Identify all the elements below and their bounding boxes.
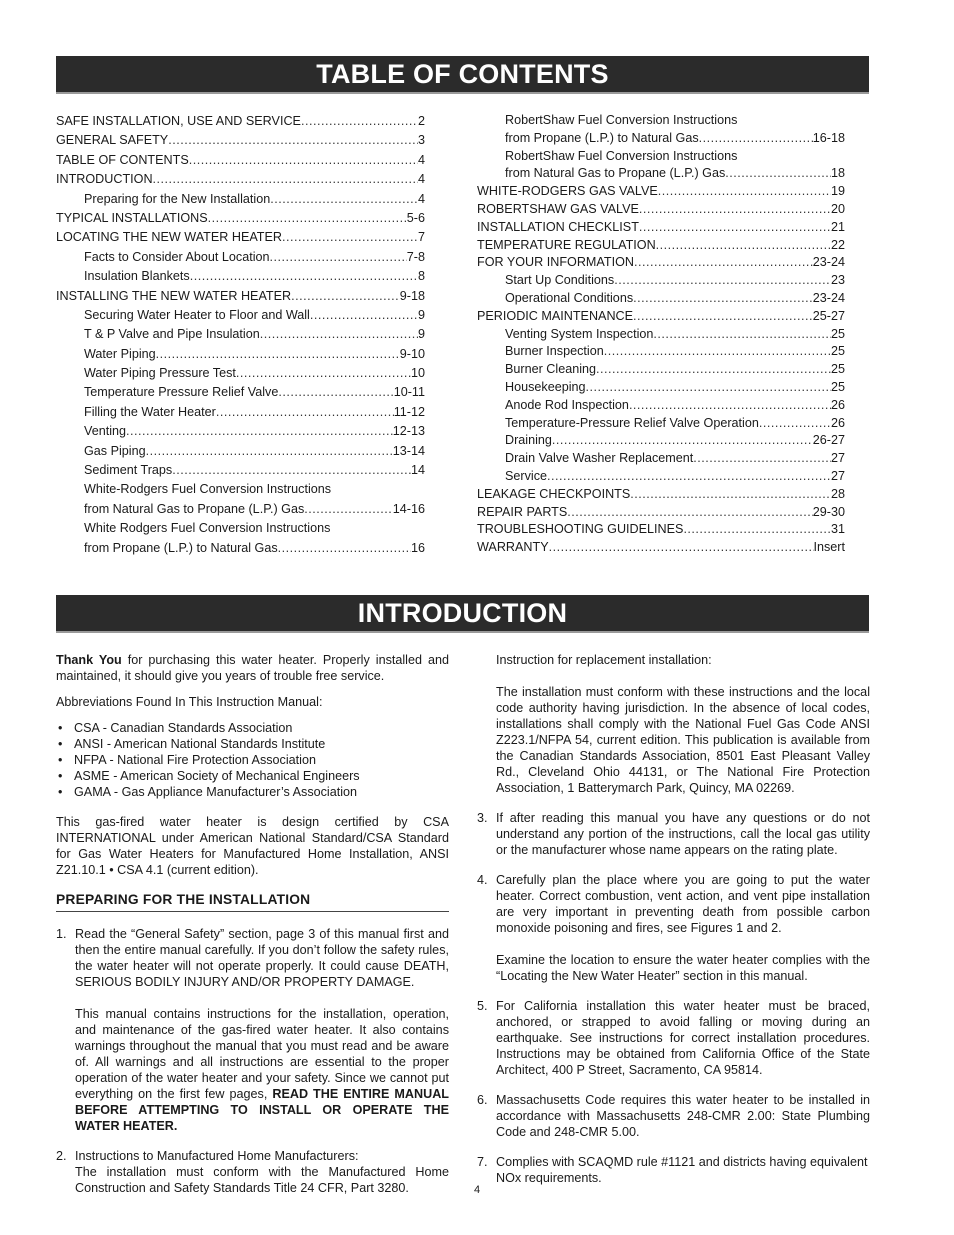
list-item: • ANSI - American National Standards Institute <box>56 736 449 752</box>
toc-entry-page: 26 <box>830 397 845 412</box>
toc-leader-dots <box>699 130 813 148</box>
item-number: 7. <box>477 1155 488 1169</box>
toc-entry-page: 9 <box>417 327 425 342</box>
item-text: If after reading this manual you have any questions or do not understand any portion of the instructions, call the local gas utility or the manufacturer whose name appears on the rating plate. <box>496 811 870 857</box>
toc-leader-dots <box>725 165 831 183</box>
toc-entry <box>477 504 845 522</box>
toc-entry <box>56 325 425 344</box>
item-text: The installation must conform with the Manufactured Home Construction and Safety Standards Title 24 CFR, Part 3280. <box>75 1165 449 1195</box>
toc-entry-page: 27 <box>830 451 845 466</box>
toc-entry-title: Draining <box>505 433 552 448</box>
toc-entry <box>56 519 425 538</box>
toc-entry-title: Water Piping <box>84 346 156 361</box>
toc-entry-title: Anode Rod Inspection <box>505 397 629 412</box>
list-item: • GAMA - Gas Appliance Manufacturer’s Association <box>56 784 449 800</box>
toc-entry <box>477 415 845 433</box>
toc-leader-dots <box>310 306 418 325</box>
toc-right-column <box>477 112 845 557</box>
toc-leader-dots <box>596 361 831 379</box>
toc-leader-dots <box>630 486 831 504</box>
toc-entry-page: 28 <box>830 486 845 501</box>
replacement-text: The installation must conform with these instructions and the local code authority having jurisdiction. In the absence of local codes, installations shall comply with the National Fuel Gas Code ANSI Z223.1/NFPA 54, current edition. This publication is available from the Canadian Standards Association, 8501 East Pleasant Valley Rd., Cleveland Ohio 44131, or The National Fire Protection Association, 1 Batterymarch Park, Quincy, MA 02269. <box>496 685 870 795</box>
toc-entry-title: Operational Conditions <box>505 290 634 305</box>
toc-entry-title: RobertShaw Fuel Conversion Instructions <box>505 148 738 163</box>
toc-leader-dots <box>168 131 418 150</box>
toc-entry-page: 23 <box>830 273 845 288</box>
warning-bold-text: READ THE ENTIRE MANUAL BEFORE ATTEMPTING TO INSTALL OR OPERATE THE WATER HEATER. <box>75 1087 449 1133</box>
toc-entry-title: TROUBLESHOOTING GUIDELINES <box>477 522 684 537</box>
toc-entry <box>56 170 425 189</box>
toc-leader-dots <box>260 325 418 344</box>
preparing-heading: PREPARING FOR THE INSTALLATION <box>56 892 449 912</box>
toc-entry-page: 25 <box>830 379 845 394</box>
toc-entry-title: Burner Cleaning <box>505 362 597 377</box>
toc-entry-page: 20 <box>830 201 845 216</box>
numbered-item-7 <box>477 1154 870 1186</box>
numbered-item-3 <box>477 810 870 858</box>
toc-entry <box>477 326 845 344</box>
toc-entry-title: GENERAL SAFETY <box>56 133 169 148</box>
toc-entry-title: PERIODIC MAINTENANCE <box>477 308 634 323</box>
item-text: For California installation this water heater must be braced, anchored, or strapped to avoid falling or moving during an earthquake. See instructions for correct installation procedures. Instructions may be obtained from California Office of the State Architect, 400 P Street, Sacramento, CA 95814. <box>496 999 870 1077</box>
toc-entry-page: 4 <box>417 191 425 206</box>
toc-entry <box>56 403 425 422</box>
toc-entry-title: INSTALLING THE NEW WATER HEATER <box>56 288 292 303</box>
toc-entry <box>477 201 845 219</box>
toc-entry <box>56 112 425 131</box>
toc-entry <box>477 254 845 272</box>
list-item: • NFPA - National Fire Protection Association <box>56 752 449 768</box>
toc-entry <box>477 148 845 166</box>
item-text: Read the “General Safety” section, page 3 of this manual first and then the entire manual carefully. If you don’t follow the safety rules, the water heater will not operate properly. It could cause DEATH, SERIOUS BODILY INJURY AND/OR PROPERTY DAMAGE. <box>75 927 449 989</box>
abbreviations-heading: Abbreviations Found In This Instruction Manual: <box>56 695 323 709</box>
toc-entry-page: 9-10 <box>399 346 425 361</box>
toc-leader-dots <box>126 422 393 441</box>
toc-entry <box>477 379 845 397</box>
toc-entry-title: Venting System Inspection <box>505 326 654 341</box>
intro-left-column <box>56 652 449 1210</box>
toc-entry-title: from Propane (L.P.) to Natural Gas <box>505 130 699 145</box>
toc-entry-page: 23-24 <box>812 290 845 305</box>
toc-leader-dots <box>304 500 393 519</box>
toc-entry <box>56 267 425 286</box>
toc-entry <box>56 209 425 228</box>
toc-entry <box>477 343 845 361</box>
toc-leader-dots <box>278 383 393 402</box>
toc-leader-dots <box>552 432 813 450</box>
toc-entry-title: WHITE-RODGERS GAS VALVE <box>477 184 658 199</box>
toc-entry <box>477 237 845 255</box>
toc-entry-page: 21 <box>830 219 845 234</box>
toc-entry-title: White Rodgers Fuel Conversion Instructions <box>84 521 331 536</box>
item-text: Massachusetts Code requires this water heater to be installed in accordance with Massachusetts 248-CMR 2.00: State Plumbing Code and 248-CMR 5.00. <box>496 1093 870 1139</box>
toc-entry-title: from Natural Gas to Propane (L.P.) Gas <box>505 166 726 181</box>
toc-entry-page: 14-16 <box>392 501 425 516</box>
toc-leader-dots <box>639 201 831 219</box>
toc-leader-dots <box>156 345 400 364</box>
numbered-item-4 <box>477 872 870 984</box>
thank-you-bold: Thank You <box>56 653 122 667</box>
toc-entry-title: INTRODUCTION <box>56 172 153 187</box>
toc-entry <box>477 397 845 415</box>
toc-entry <box>477 539 845 557</box>
item-text <box>75 1006 449 1134</box>
toc-leader-dots <box>549 539 814 557</box>
toc-leader-dots <box>653 326 831 344</box>
toc-leader-dots <box>291 287 400 306</box>
item-number: 1. <box>56 927 67 941</box>
toc-leader-dots <box>547 468 831 486</box>
toc-leader-dots <box>236 364 411 383</box>
toc-entry-page: 25 <box>830 326 845 341</box>
toc-entry <box>477 450 845 468</box>
toc-entry-title: Service <box>505 468 547 483</box>
toc-entry-title: REPAIR PARTS <box>477 504 568 519</box>
toc-entry-page: 10-11 <box>393 385 425 400</box>
item-number: 4. <box>477 873 488 887</box>
toc-entry-page: 7 <box>417 230 425 245</box>
introduction-banner <box>56 595 869 633</box>
toc-leader-dots <box>208 209 407 228</box>
item-number: 2. <box>56 1149 67 1163</box>
toc-entry <box>477 521 845 539</box>
toc-entry <box>56 480 425 499</box>
toc-leader-dots <box>190 267 418 286</box>
toc-entry-title: Temperature Pressure Relief Valve <box>84 385 279 400</box>
toc-entry-title: TEMPERATURE REGULATION <box>477 237 656 252</box>
toc-entry-page: 18 <box>830 166 845 181</box>
toc-entry-title: Sediment Traps <box>84 463 173 478</box>
toc-entry-page: 25 <box>830 362 845 377</box>
toc-entry <box>477 272 845 290</box>
toc-entry-title: FOR YOUR INFORMATION <box>477 255 634 270</box>
toc-entry-title: ROBERTSHAW GAS VALVE <box>477 201 639 216</box>
toc-entry <box>477 486 845 504</box>
toc-entry-title: Filling the Water Heater <box>84 404 216 419</box>
thank-you-text: for purchasing this water heater. Properly installed and maintained, it should give you years of trouble free service. <box>56 653 449 683</box>
toc-leader-dots <box>639 219 831 237</box>
list-item: • ASME - American Society of Mechanical Engineers <box>56 768 449 784</box>
page-number: 4 <box>473 1184 481 1196</box>
toc-leader-dots <box>614 272 831 290</box>
toc-entry <box>56 461 425 480</box>
toc-entry-page: 9 <box>417 307 425 322</box>
toc-entry-page: 8 <box>417 269 425 284</box>
introduction-heading: INTRODUCTION <box>357 598 568 628</box>
toc-entry-title: LEAKAGE CHECKPOINTS <box>477 486 631 501</box>
item-number: 6. <box>477 1093 488 1107</box>
toc-entry-page: 22 <box>830 237 845 252</box>
toc-leader-dots <box>270 190 418 209</box>
toc-entry <box>56 500 425 519</box>
toc-leader-dots <box>270 248 407 267</box>
toc-entry <box>477 290 845 308</box>
item-text: Carefully plan the place where you are going to put the water heater. Correct combustion, vent action, and vent pipe installation are very important in preventing death from possible carbon monoxide poisoning and fires, see Figures 1 and 2. <box>496 873 870 935</box>
toc-entry-title: Drain Valve Washer Replacement <box>505 451 694 466</box>
toc-entry <box>56 442 425 461</box>
toc-leader-dots <box>658 183 831 201</box>
toc-entry-page: 5-6 <box>406 210 425 225</box>
toc-entry <box>56 248 425 267</box>
numbered-item-6 <box>477 1092 870 1140</box>
toc-entry-page: 16 <box>410 540 425 555</box>
toc-entry-title: Securing Water Heater to Floor and Wall <box>84 307 310 322</box>
toc-leader-dots <box>153 170 418 189</box>
toc-leader-dots <box>633 290 813 308</box>
toc-entry-page: 29-30 <box>812 504 845 519</box>
toc-entry-title: Insulation Blankets <box>84 269 190 284</box>
toc-entry-page: 4 <box>417 172 425 187</box>
item-text-span: This manual contains instructions for the installation, operation, and maintenance of the gas-fired water heater. It also contains warnings throughout the manual that you must read and be aware of. All warnings and all instructions are essential to the proper operation of the water heater and your safety. Since we cannot put everything on the first few pages, <box>75 1007 449 1101</box>
toc-entry <box>56 228 425 247</box>
toc-entry-page: 16-18 <box>812 130 845 145</box>
toc-entry-page: 11-12 <box>393 404 425 419</box>
toc-entry-page: 7-8 <box>406 249 425 264</box>
item-text: Instructions to Manufactured Home Manufacturers: <box>75 1149 359 1163</box>
toc-entry-title: Facts to Consider About Location <box>84 249 270 264</box>
toc-leader-dots <box>656 237 831 255</box>
toc-entry-page: 31 <box>830 522 845 537</box>
toc-entry-page: 2 <box>417 114 425 128</box>
toc-entry <box>56 345 425 364</box>
toc-leader-dots <box>301 112 418 131</box>
toc-entry-title: Temperature-Pressure Relief Valve Operation <box>505 415 759 430</box>
toc-entry <box>56 287 425 306</box>
numbered-item-1 <box>56 926 449 1134</box>
toc-entry <box>56 539 425 558</box>
toc-leader-dots <box>278 539 411 558</box>
toc-entry <box>477 130 845 148</box>
toc-entry-title: Venting <box>84 424 127 439</box>
toc-leader-dots <box>604 343 831 361</box>
toc-entry-page: 13-14 <box>392 443 425 458</box>
toc-banner <box>56 56 869 94</box>
toc-entry <box>477 183 845 201</box>
toc-entry <box>56 383 425 402</box>
toc-entry-page: 4 <box>417 152 425 167</box>
toc-entry-page: 27 <box>830 468 845 483</box>
toc-leader-dots <box>146 442 393 461</box>
toc-entry-page: 3 <box>417 133 425 148</box>
item-number: 5. <box>477 999 488 1013</box>
item-text: Complies with SCAQMD rule #1121 and districts having equivalent NOx requirements. <box>496 1155 868 1185</box>
toc-entry <box>56 131 425 150</box>
toc-entry-title: TABLE OF CONTENTS <box>56 152 189 167</box>
toc-entry <box>56 306 425 325</box>
toc-entry-title: Gas Piping <box>84 443 146 458</box>
toc-entry-title: White-Rodgers Fuel Conversion Instructions <box>84 482 332 497</box>
toc-leader-dots <box>216 403 394 422</box>
toc-leader-dots <box>634 254 813 272</box>
toc-leader-dots <box>172 461 411 480</box>
replacement-heading: Instruction for replacement installation: <box>496 653 712 667</box>
toc-leader-dots <box>683 521 831 539</box>
toc-leader-dots <box>633 308 813 326</box>
toc-entry-page: 26-27 <box>812 433 845 448</box>
toc-entry <box>477 219 845 237</box>
toc-entry <box>477 165 845 183</box>
toc-leader-dots <box>759 415 831 433</box>
toc-entry-title: TYPICAL INSTALLATIONS <box>56 210 208 225</box>
toc-entry-title: from Propane (L.P.) to Natural Gas <box>84 540 278 555</box>
toc-entry <box>477 468 845 486</box>
toc-entry-page: 9-18 <box>399 288 425 303</box>
toc-entry <box>56 190 425 209</box>
toc-leader-dots <box>282 228 418 247</box>
list-item: • CSA - Canadian Standards Association <box>56 720 449 736</box>
item-number: 3. <box>477 811 488 825</box>
toc-leader-dots <box>693 450 831 468</box>
toc-entry-page: 23-24 <box>812 255 845 270</box>
toc-entry-title: SAFE INSTALLATION, USE AND SERVICE <box>56 114 301 128</box>
toc-leader-dots <box>629 397 831 415</box>
toc-entry <box>477 361 845 379</box>
toc-left-column <box>56 112 425 558</box>
abbreviations-list <box>56 720 449 800</box>
toc-entry-title: Housekeeping <box>505 379 586 394</box>
toc-entry-title: WARRANTY <box>477 540 549 555</box>
toc-entry-title: Burner Inspection <box>505 344 604 359</box>
toc-entry-title: Water Piping Pressure Test <box>84 366 236 381</box>
numbered-item-5 <box>477 998 870 1078</box>
toc-entry-title: INSTALLATION CHECKLIST <box>477 219 639 234</box>
toc-entry <box>477 432 845 450</box>
certification-paragraph: This gas-fired water heater is design certified by CSA INTERNATIONAL under American National Standard/CSA Standard for Gas Water Heaters for Manufactured Home Installation, ANSI Z21.10.1 • CSA 4.1 (current edition). <box>56 815 449 877</box>
toc-heading: TABLE OF CONTENTS <box>316 59 609 89</box>
toc-entry-page: 26 <box>830 415 845 430</box>
toc-leader-dots <box>567 504 813 522</box>
toc-entry-title: T & P Valve and Pipe Insulation <box>84 327 260 342</box>
toc-entry-title: Preparing for the New Installation <box>84 191 271 206</box>
toc-entry-title: RobertShaw Fuel Conversion Instructions <box>505 113 738 127</box>
toc-entry <box>56 151 425 170</box>
toc-entry-page: 25-27 <box>812 308 845 323</box>
item-text: Examine the location to ensure the water heater complies with the “Locating the New Water Heater” section in this manual. <box>496 953 870 983</box>
thank-you-paragraph <box>56 652 449 684</box>
toc-entry-title: LOCATING THE NEW WATER HEATER <box>56 230 282 245</box>
toc-entry-page: 19 <box>830 184 845 199</box>
toc-entry <box>477 112 845 130</box>
toc-entry-page: 12-13 <box>392 424 425 439</box>
toc-entry-page: 14 <box>410 463 425 478</box>
intro-right-column <box>477 652 870 1200</box>
toc-entry-title: Start Up Conditions <box>505 273 615 288</box>
toc-entry-page: 10 <box>410 366 425 381</box>
toc-entry <box>56 364 425 383</box>
toc-leader-dots <box>586 379 831 397</box>
toc-entry <box>56 422 425 441</box>
toc-leader-dots <box>189 151 418 170</box>
toc-entry-page: 25 <box>830 344 845 359</box>
toc-entry-page: Insert <box>813 540 845 555</box>
toc-entry <box>477 308 845 326</box>
toc-entry-title: from Natural Gas to Propane (L.P.) Gas <box>84 501 305 516</box>
